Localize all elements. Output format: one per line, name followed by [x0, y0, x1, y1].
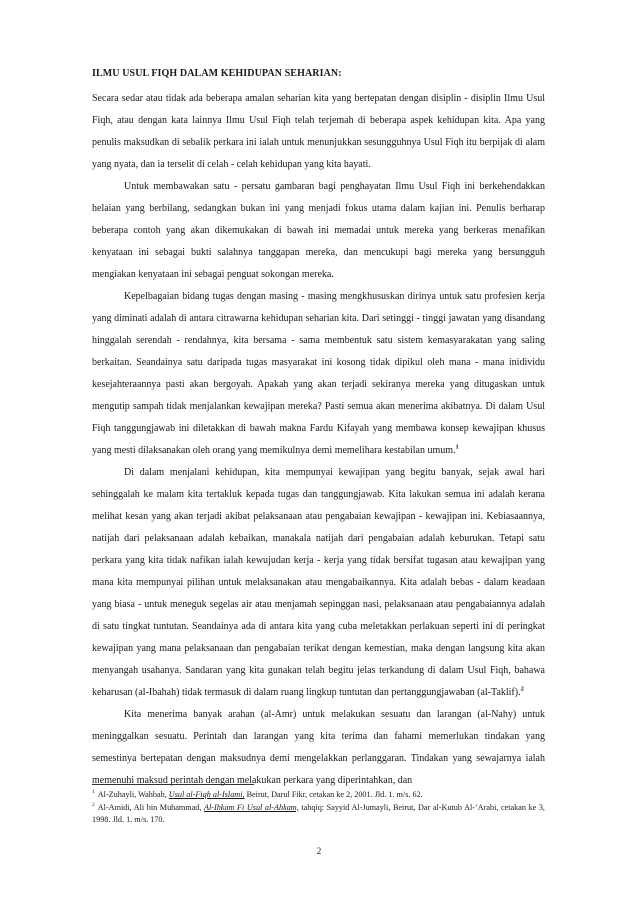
footnote-1	[92, 789, 545, 802]
paragraph-5	[92, 704, 545, 792]
page-number: 2	[316, 846, 322, 856]
paragraph-3-text: Kepelbagaian bidang tugas dengan masing - masing mengkhususkan dirinya untuk satu profesien kerja yang diminati adalah di antara citrawarna kehidupan seharian kita. Dari setinggi - tinggi jawatan yang disandang hinggalah serendah - rendahnya, kita bersama - sama membentuk satu sistem kemasyarakatan yang saling berkaitan. Seandainya satu daripada tugas masyarakat ini kosong tidak dipikul oleh mana - mana inidividu kesejahteraannya pasti akan bergoyah. Apakah yang akan terjadi sekiranya mereka yang ditugaskan untuk mengutip sampah tidak menjalankan kewajipan mereka? Pasti semua akan menerima akibatnya. Di dalam Usul Fiqh tanggungjawab ini diletakkan di bawah makna Fardu Kifayah yang membawa konsep kewajipan khusus yang mesti dilaksanakan oleh orang yang memikulnya demi memelihara kestabilan umum.	[92, 291, 545, 456]
footnote-marker-1[interactable]: 1	[455, 443, 459, 451]
footnote-2	[92, 802, 545, 827]
paragraph-4	[92, 462, 545, 704]
body-text	[92, 68, 545, 792]
footnote-marker-2[interactable]: 2	[520, 685, 524, 693]
paragraph-1-text: Secara sedar atau tidak ada beberapa amalan seharian kita yang bertepatan dengan disiplin - disiplin Ilmu Usul Fiqh, atau dengan kata lainnya Ilmu Usul Fiqh telah terjemah di beberapa aspek kehidupan kita. Apa yang penulis maksudkan di sebalik perkara ini ialah untuk menunjukkan sesungguhnya Usul Fiqh itu berpijak di alam yang nyata, dan ia terselit di celah - celah kehidupan yang kita hayati.	[92, 93, 545, 170]
footnote-1-number: 1	[92, 789, 95, 796]
footnote-1-title: Usul al-Fiqh al-Islami,	[168, 790, 245, 799]
footnote-2-author: Al-Amidi, Ali bin Muhammad,	[97, 802, 204, 812]
paragraph-3	[92, 286, 545, 462]
paragraph-4-text: Di dalam menjalani kehidupan, kita mempunyai kewajipan yang begitu banyak, sejak awal hari sehinggalah ke malam kita tertakluk kepada tugas dan tanggungjawab. Kita lakukan semua ini adalah kerana melihat kesan yang akan terjadi akibat pelaksanaan atau pengabaian kewajipan - kewajipan ini. Kebiasaannya, natijah dari pelaksanaan adalah kebaikan, manakala natijah dari pengabaian adalah keburukan. Tetapi satu perkara yang kita tidak nafikan ialah kewujudan kerja - kerja yang tidak bersifat tugasan atau kewajipan yang mana kita mempunyai pilihan untuk melaksanakan atau mengabaikannya. Kita adalah bebas - dalam keadaan yang biasa - untuk meneguk segelas air atau menjamah sepinggan nasi, pelaksanaan atau pengabaiannya adalah di satu tingkat tuntutan. Seandainya ada di antara kita yang cuba meletakkan perlakuan seperti ini di peringkat kewajipan yang mana pelaksanaan dan pengabaian terikat dengan kemestian, maka dengan langsung kita akan menyangah usahanya. Sandaran yang kita gunakan telah begitu jelas terkandung di dalam Usul Fiqh, bahawa keharusan (al-Ibahah) tidak termasuk di dalam ruang lingkup tuntutan dan pertanggungjawaban (al-Taklif).	[92, 467, 545, 698]
footnote-2-number: 2	[92, 801, 95, 808]
paragraph-2-text: Untuk membawakan satu - persatu gambaran bagi penghayatan Ilmu Usul Fiqh ini berkehendakkan helaian yang berbilang, sedangkan bukan ini yang menjadi fokus utama dalam kajian ini. Penulis berharap beberapa contoh yang akan dikemukakan di bawah ini memadai untuk mereka yang berkeras menafikan kenyataan ini sebagai bukti salahnya tanggapan mereka, dan mencukupi bagi mereka yang bersungguh mengiakan kenyataan ini sebagai penguat sokongan mereka.	[92, 181, 545, 280]
paragraph-2	[92, 176, 545, 286]
paragraph-5-text: Kita menerima banyak arahan (al-Amr) untuk melakukan sesuatu dan larangan (al-Nahy) untuk meninggalkan sesuatu. Perintah dan larangan yang kita terima dan fahami memerlukan tindakan yang semestinya bertepatan dengan maksudnya demi mengelakkan perlanggaran. Tindakan yang sewajarnya ialah memenuhi maksud perintah dengan melakukan perkara yang diperintahkan, dan	[92, 709, 545, 786]
footnote-divider	[92, 784, 254, 785]
footnotes	[92, 789, 545, 827]
section-title: ILMU USUL FIQH DALAM KEHIDUPAN SEHARIAN:	[92, 68, 342, 79]
footnote-1-details: Beirut, Darul Fikr, cetakan ke 2, 2001. Jld. 1. m/s. 62.	[244, 790, 423, 799]
footnote-1-author: Al-Zuhayli, Wahbah,	[97, 790, 169, 799]
paragraph-1	[92, 88, 545, 176]
footnote-2-title: Al-Ihkam Fi Usul al-Ahkam,	[203, 802, 299, 812]
footnote-2-details: tahqiq: Sayyid Al-Jumayli, Beirut, Dar al-Kutub Al-‘Arabi, cetakan ke 3, 1998. Jld. 1. m/s. 170.	[92, 802, 545, 824]
